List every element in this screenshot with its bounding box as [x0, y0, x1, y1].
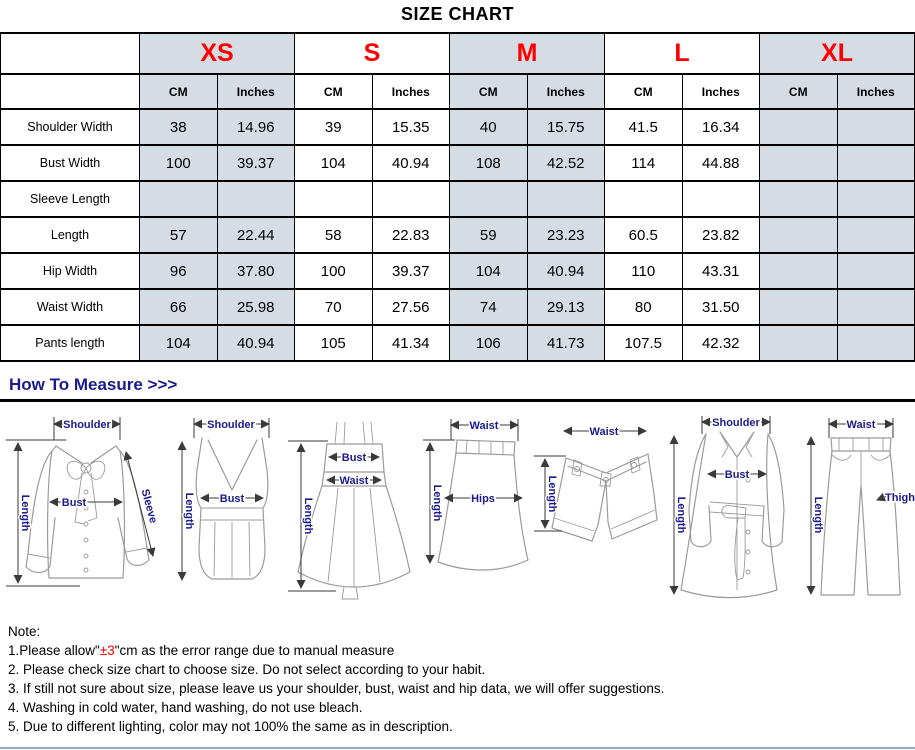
cell: 41.73 [527, 325, 605, 361]
size-header-l: L [605, 33, 760, 74]
unit-header: Inches [837, 74, 915, 109]
cell [527, 181, 605, 217]
dim-label-length: Length [675, 496, 688, 534]
dim-label-bust: Bust [341, 452, 366, 464]
note-1-tolerance: ±3 [99, 643, 115, 658]
row-label: Hip Width [1, 253, 140, 289]
diagram-tank-top [170, 410, 285, 605]
size-chart-table [0, 32, 915, 362]
unit-header: Inches [372, 74, 450, 109]
cell: 44.88 [682, 145, 760, 181]
note-4: 4. Washing in cold water, hand washing, do not use bleach. [8, 700, 363, 715]
dim-label-length: Length [19, 494, 31, 532]
cell: 41.5 [605, 109, 683, 145]
cell: 27.56 [372, 289, 450, 325]
cell: 80 [605, 289, 683, 325]
notes-section [0, 612, 915, 736]
note-1-pre: 1.Please allow" [8, 643, 100, 658]
size-header-row [1, 33, 915, 74]
cell: 40.94 [527, 253, 605, 289]
size-header-s: S [295, 33, 450, 74]
cell: 40.94 [372, 145, 450, 181]
dim-label-bust: Bust [724, 469, 750, 481]
table-row-pants-length [1, 325, 915, 361]
size-header-xl: XL [760, 33, 915, 74]
notes-heading: Note: [8, 624, 41, 639]
cell: 70 [295, 289, 373, 325]
dim-label-waist: Waist [470, 420, 499, 432]
cell: 16.34 [682, 109, 760, 145]
row-label: Pants length [1, 325, 140, 361]
note-2: 2. Please check size chart to choose size. Do not select according to your habit. [8, 662, 486, 677]
measure-diagrams [0, 402, 915, 612]
note-1-post: "cm as the error range due to manual measure [114, 643, 395, 658]
row-label: Shoulder Width [1, 109, 140, 145]
cell: 59 [450, 217, 528, 253]
cell [450, 181, 528, 217]
cell: 39.37 [372, 253, 450, 289]
cell: 42.52 [527, 145, 605, 181]
cell: 31.50 [682, 289, 760, 325]
cell [760, 325, 838, 361]
diagram-skirt [421, 410, 531, 605]
diagram-blouse [4, 410, 169, 605]
dim-label-waist: Waist [339, 475, 369, 487]
cell: 14.96 [217, 109, 295, 145]
cell [295, 181, 373, 217]
row-label: Bust Width [1, 145, 140, 181]
dim-label-hips: Hips [471, 493, 496, 505]
cell: 60.5 [605, 217, 683, 253]
table-row-bust-width [1, 145, 915, 181]
unit-header: CM [295, 74, 373, 109]
unit-header: CM [450, 74, 528, 109]
cell: 58 [295, 217, 373, 253]
row-label: Waist Width [1, 289, 140, 325]
dim-label-thigh: Thigh [885, 492, 915, 504]
table-row-hip-width [1, 253, 915, 289]
table-row-sleeve-length [1, 181, 915, 217]
cell [837, 181, 915, 217]
cell: 42.32 [682, 325, 760, 361]
dim-label-shoulder: Shoulder [63, 419, 111, 431]
unit-header-row [1, 74, 915, 109]
cell: 22.44 [217, 217, 295, 253]
cell: 25.98 [217, 289, 295, 325]
cell: 104 [295, 145, 373, 181]
how-to-measure-heading: How To Measure >>> [9, 375, 178, 394]
cell: 29.13 [527, 289, 605, 325]
cell [837, 145, 915, 181]
diagram-coat [658, 410, 798, 605]
unit-header: Inches [527, 74, 605, 109]
cell [837, 217, 915, 253]
diagram-shorts [532, 410, 657, 605]
cell: 105 [295, 325, 373, 361]
bottom-divider [0, 747, 915, 749]
row-label: Length [1, 217, 140, 253]
cell: 43.31 [682, 253, 760, 289]
cell [760, 181, 838, 217]
cell: 66 [140, 289, 218, 325]
dim-label-bust: Bust [219, 493, 245, 505]
corner-cell [1, 33, 140, 74]
cell: 96 [140, 253, 218, 289]
cell: 23.23 [527, 217, 605, 253]
unit-header: CM [605, 74, 683, 109]
dim-label-shoulder: Shoulder [206, 419, 255, 431]
cell [760, 289, 838, 325]
cell [760, 253, 838, 289]
cell [837, 253, 915, 289]
dim-label-sleeve: Sleeve [138, 487, 160, 525]
cell: 15.35 [372, 109, 450, 145]
cell: 104 [450, 253, 528, 289]
cell [682, 181, 760, 217]
cell: 38 [140, 109, 218, 145]
cell [760, 145, 838, 181]
cell [140, 181, 218, 217]
unit-header: Inches [217, 74, 295, 109]
unit-header: Inches [682, 74, 760, 109]
note-1 [8, 641, 915, 660]
cell: 114 [605, 145, 683, 181]
cell [605, 181, 683, 217]
dim-label-length: Length [182, 492, 195, 530]
cell [837, 109, 915, 145]
size-header-xs: XS [140, 33, 295, 74]
corner-cell [1, 74, 140, 109]
cell: 40.94 [217, 325, 295, 361]
diagram-slip-dress [286, 410, 421, 605]
dim-label-length: Length [301, 497, 314, 535]
dim-label-shoulder: Shoulder [712, 417, 760, 429]
dim-label-length: Length [811, 496, 824, 534]
cell: 74 [450, 289, 528, 325]
cell: 23.82 [682, 217, 760, 253]
dim-label-length: Length [546, 475, 559, 513]
note-3: 3. If still not sure about size, please leave us your shoulder, bust, waist and hip data, we will offer suggestions. [8, 681, 665, 696]
cell: 41.34 [372, 325, 450, 361]
diagram-pants [799, 410, 915, 605]
unit-header: CM [140, 74, 218, 109]
cell: 100 [295, 253, 373, 289]
cell: 39 [295, 109, 373, 145]
dim-label-waist: Waist [846, 419, 876, 431]
cell: 110 [605, 253, 683, 289]
cell: 37.80 [217, 253, 295, 289]
cell: 100 [140, 145, 218, 181]
cell [372, 181, 450, 217]
cell: 106 [450, 325, 528, 361]
dim-label-length: Length [431, 484, 444, 522]
size-header-m: M [450, 33, 605, 74]
cell: 39.37 [217, 145, 295, 181]
cell: 108 [450, 145, 528, 181]
dim-label-waist: Waist [589, 426, 619, 438]
cell: 15.75 [527, 109, 605, 145]
table-row-length [1, 217, 915, 253]
cell [760, 217, 838, 253]
table-row-waist-width [1, 289, 915, 325]
cell: 104 [140, 325, 218, 361]
unit-header: CM [760, 74, 838, 109]
cell [760, 109, 838, 145]
cell: 107.5 [605, 325, 683, 361]
cell: 40 [450, 109, 528, 145]
cell [837, 289, 915, 325]
cell: 22.83 [372, 217, 450, 253]
dim-label-bust: Bust [61, 497, 87, 509]
note-5: 5. Due to different lighting, color may not 100% the same as in description. [8, 719, 453, 734]
row-label: Sleeve Length [1, 181, 140, 217]
cell [217, 181, 295, 217]
page-title: SIZE CHART [401, 4, 514, 24]
cell [837, 325, 915, 361]
table-row-shoulder-width [1, 109, 915, 145]
cell: 57 [140, 217, 218, 253]
